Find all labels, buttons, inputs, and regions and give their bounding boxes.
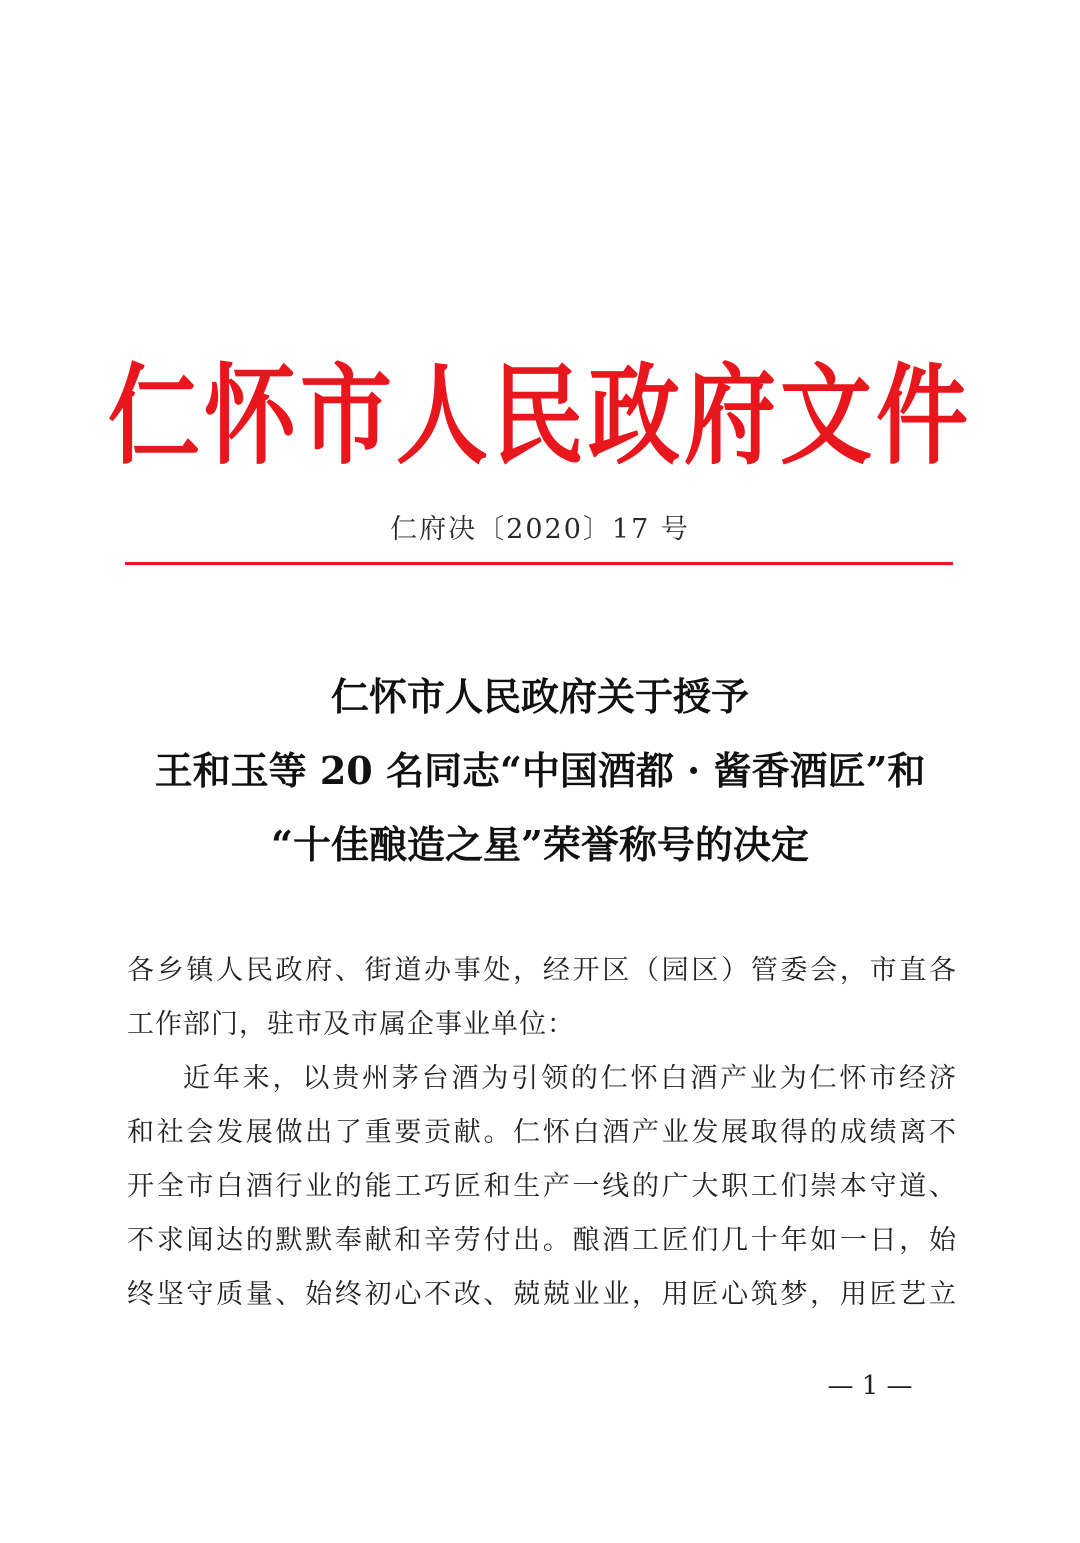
page-number: — 1 — bbox=[827, 1371, 913, 1401]
title-line: “十佳酿造之星”荣誉称号的决定 bbox=[271, 822, 809, 867]
red-divider-line bbox=[125, 562, 953, 565]
body-line: 不求闻达的默默奉献和辛劳付出。酿酒工匠们几十年如一日，始 bbox=[127, 1225, 957, 1256]
body-line: 开全市白酒行业的能工巧匠和生产一线的广大职工们崇本守道、 bbox=[127, 1171, 957, 1202]
document-masthead: 仁怀市人民政府文件 bbox=[107, 352, 972, 480]
document-number: 仁府决〔2020〕17 号 bbox=[390, 514, 690, 545]
body-line: 终坚守质量、始终初心不改、兢兢业业，用匠心筑梦，用匠艺立 bbox=[127, 1279, 957, 1310]
body-line: 和社会发展做出了重要贡献。仁怀白酒产业发展取得的成绩离不 bbox=[127, 1117, 957, 1148]
document-body bbox=[127, 944, 957, 1322]
body-line-addressee: 各乡镇人民政府、街道办事处，经开区（园区）管委会，市直各 bbox=[127, 955, 957, 986]
body-line: 近年来，以贵州茅台酒为引领的仁怀白酒产业为仁怀市经济 bbox=[183, 1063, 957, 1094]
title-line: 仁怀市人民政府关于授予 bbox=[330, 674, 749, 719]
title-line: 王和玉等 20 名同志“中国酒都 · 酱香酒匠”和 bbox=[154, 748, 926, 793]
document-title bbox=[110, 660, 970, 882]
body-line-addressee: 工作部门，驻市及市属企事业单位： bbox=[127, 1009, 575, 1040]
